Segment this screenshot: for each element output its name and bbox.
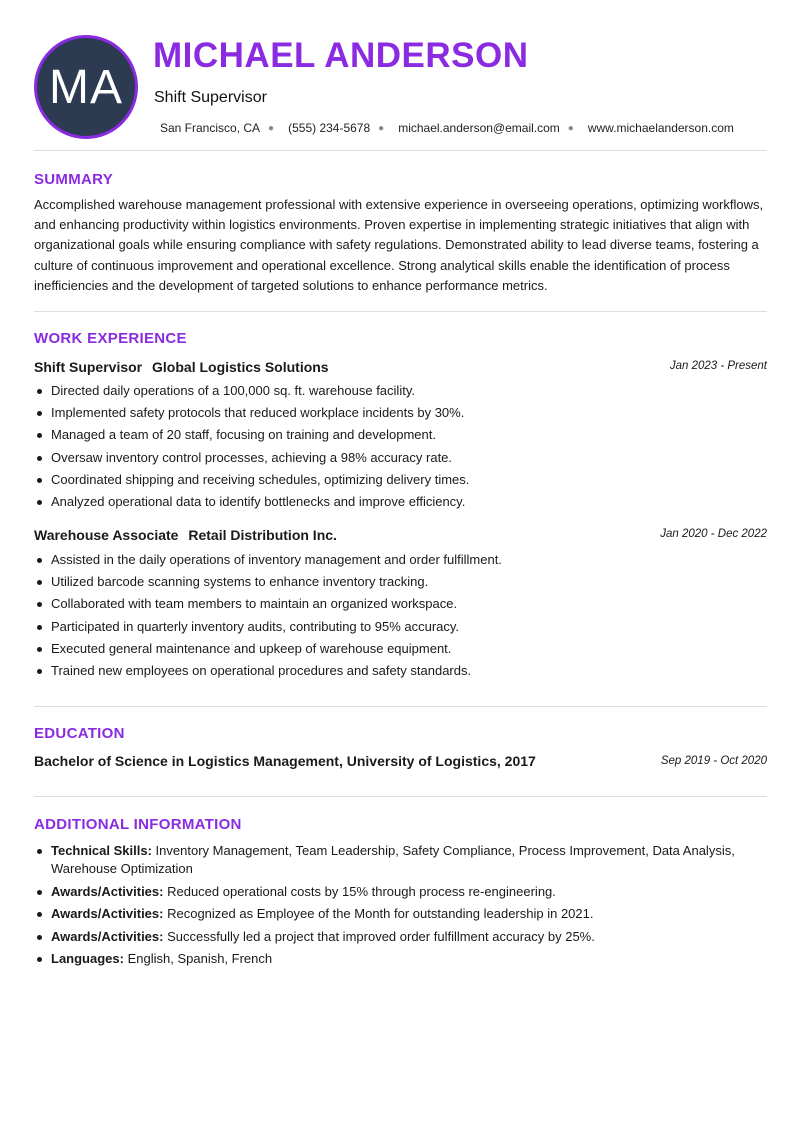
job-dates: Jan 2023 - Present xyxy=(669,360,767,372)
info-text: Successfully led a project that improved order fulfillment accuracy by 25%. xyxy=(167,928,595,944)
additional-heading: ADDITIONAL INFORMATION xyxy=(34,816,242,833)
experience-heading: WORK EXPERIENCE xyxy=(34,330,187,347)
section-divider xyxy=(34,706,767,707)
job-role: Shift Supervisor xyxy=(34,359,143,375)
list-item: Collaborated with team members to maintain an organized workspace. xyxy=(34,593,767,615)
info-text: English, Spanish, French xyxy=(127,951,273,966)
contact-location: San Francisco, CA xyxy=(160,121,261,135)
info-label: Awards/Activities: xyxy=(51,928,164,944)
separator-dot-icon: ● xyxy=(268,122,275,134)
contact-website[interactable]: www.michaelanderson.com xyxy=(587,121,734,135)
info-label: Awards/Activities: xyxy=(51,906,164,921)
list-item xyxy=(34,950,767,968)
job-bullets xyxy=(34,380,767,513)
education-heading: EDUCATION xyxy=(34,725,125,742)
info-text: Reduced operational costs by 15% through process re-engineering. xyxy=(167,883,556,899)
list-item: Implemented safety protocols that reduced workplace incidents by 30%. xyxy=(34,402,767,424)
education-dates: Sep 2019 - Oct 2020 xyxy=(660,755,767,767)
list-item: Directed daily operations of a 100,000 sq. ft. warehouse facility. xyxy=(34,380,767,402)
separator-dot-icon: ● xyxy=(567,122,574,134)
list-item xyxy=(34,905,767,923)
section-divider xyxy=(34,150,767,151)
list-item: Assisted in the daily operations of inventory management and order fulfillment. xyxy=(34,549,767,571)
candidate-title: Shift Supervisor xyxy=(154,89,267,106)
job-dates: Jan 2020 - Dec 2022 xyxy=(660,528,767,540)
job-role: Warehouse Associate xyxy=(34,527,179,543)
list-item: Analyzed operational data to identify bottlenecks and improve efficiency. xyxy=(34,491,767,513)
contact-email[interactable]: michael.anderson@email.com xyxy=(398,121,560,135)
list-item: Trained new employees on operational procedures and safety standards. xyxy=(34,660,767,682)
info-label: Technical Skills: xyxy=(51,843,152,858)
contact-phone: (555) 234-5678 xyxy=(288,121,371,135)
list-item: Utilized barcode scanning systems to enhance inventory tracking. xyxy=(34,571,767,593)
summary-heading: SUMMARY xyxy=(34,171,114,188)
job-company: Retail Distribution Inc. xyxy=(188,527,337,543)
candidate-name: MICHAEL ANDERSON xyxy=(153,36,529,75)
additional-list xyxy=(34,842,767,973)
avatar xyxy=(34,35,138,139)
education-entry xyxy=(34,753,767,769)
list-item xyxy=(34,928,767,946)
list-item: Participated in quarterly inventory audits, contributing to 95% accuracy. xyxy=(34,616,767,638)
list-item: Oversaw inventory control processes, achieving a 98% accuracy rate. xyxy=(34,447,767,469)
job-company: Global Logistics Solutions xyxy=(152,359,329,375)
list-item xyxy=(34,883,767,901)
list-item xyxy=(34,842,767,878)
section-divider xyxy=(34,311,767,312)
job-bullets xyxy=(34,549,767,682)
info-text: Recognized as Employee of the Month for outstanding leadership in 2021. xyxy=(167,906,594,921)
info-label: Awards/Activities: xyxy=(51,883,164,899)
list-item: Managed a team of 20 staff, focusing on training and development. xyxy=(34,424,767,446)
info-label: Languages: xyxy=(51,951,124,966)
separator-dot-icon: ● xyxy=(378,122,385,134)
education-degree: Bachelor of Science in Logistics Management, University of Logistics, 2017 xyxy=(34,753,536,769)
contact-line xyxy=(160,121,734,135)
list-item: Executed general maintenance and upkeep of warehouse equipment. xyxy=(34,638,767,660)
info-text: Inventory Management, Team Leadership, Safety Compliance, Process Improvement, Data Analysis, Warehouse Optimization xyxy=(51,843,735,876)
list-item: Coordinated shipping and receiving schedules, optimizing delivery times. xyxy=(34,469,767,491)
section-divider xyxy=(34,796,767,797)
job-header xyxy=(34,527,767,543)
summary-text: Accomplished warehouse management professional with extensive experience in overseeing operations, optimizing workflows, and enhancing productivity within logistics environments. Proven expertise in implementing strategic initiatives that align with organizational goals while ensuring compliance with safety regulations. Demonstrated ability to lead diverse teams, fostering a culture of continuous improvement and operational excellence. Strong analytical skills enable the identification of process inefficiencies and the development of targeted solutions to enhance performance metrics. xyxy=(34,197,764,293)
job-header xyxy=(34,359,767,375)
avatar-initials: MA xyxy=(49,60,123,114)
